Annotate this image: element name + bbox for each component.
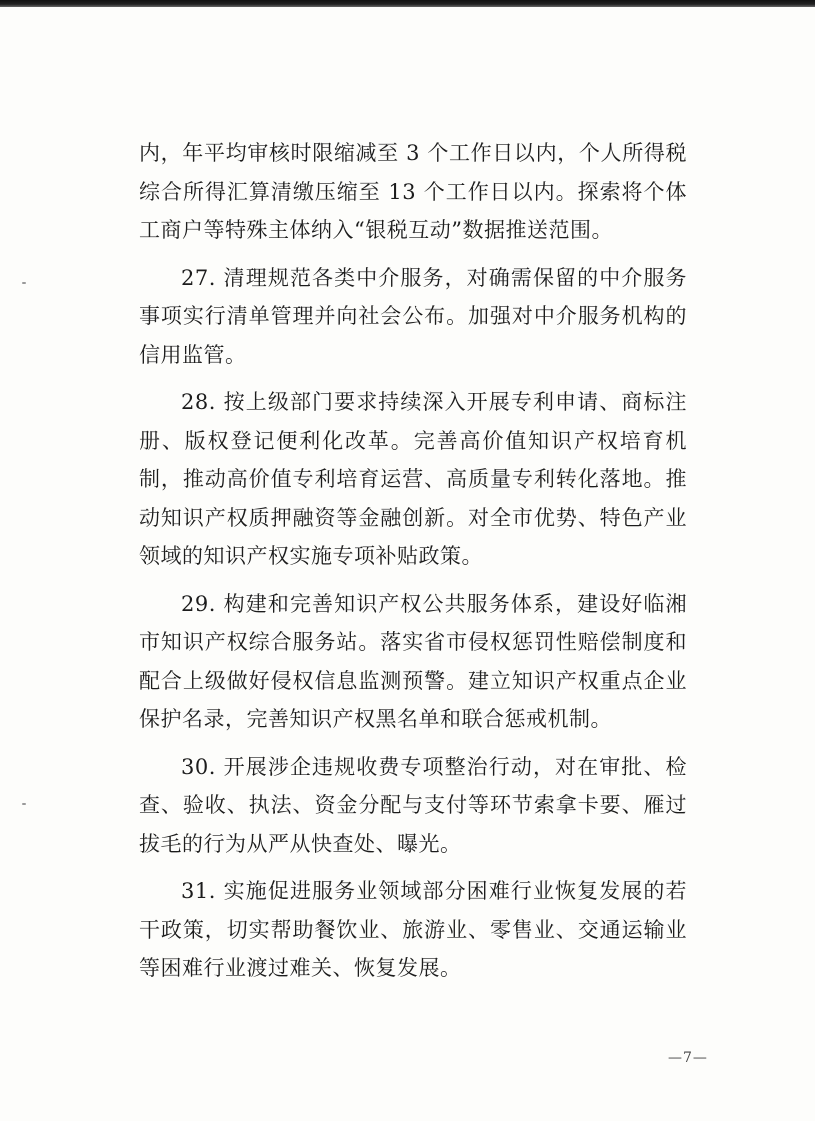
scan-speck [22, 282, 26, 284]
paragraph-item-31: 31. 实施促进服务业领域部分困难行业恢复发展的若干政策，切实帮助餐饮业、旅游业、零售业、交通运输业等困难行业渡过难关、恢复发展。 [139, 879, 687, 980]
paragraph-item-30: 30. 开展涉企违规收费专项整治行动，对在审批、检查、验收、执法、资金分配与支付等环节索拿卡要、雁过拔毛的行为从严从快查处、曝光。 [139, 754, 687, 856]
paragraph-item-29: 29. 构建和完善知识产权公共服务体系，建设好临湘市知识产权综合服务站。落实省市侵权惩罚性赔偿制度和配合上级做好侵权信息监测预警。建立知识产权重点企业保护名录，完善知识产权黑名单和联合惩戒机制。 [139, 591, 687, 731]
paragraph-continuation: 内，年平均审核时限缩减至 3 个工作日以内，个人所得税综合所得汇算清缴压缩至 13 个工作日以内。探索将个体工商户等特殊主体纳入“银税互动”数据推送范围。 [139, 141, 687, 242]
scan-top-edge [0, 0, 815, 7]
scan-speck [22, 803, 26, 805]
document-body [139, 134, 687, 988]
page-number: —7— [668, 1050, 708, 1066]
paragraph-item-27: 27. 清理规范各类中介服务，对确需保留的中介服务事项实行清单管理并向社会公布。加强对中介服务机构的信用监管。 [139, 265, 687, 367]
paragraph-item-28: 28. 按上级部门要求持续深入开展专利申请、商标注册、版权登记便利化改革。完善高价值知识产权培育机制，推动高价值专利培育运营、高质量专利转化落地。推动知识产权质押融资等金融创新。对全市优势、特色产业领域的知识产权实施专项补贴政策。 [139, 390, 687, 568]
